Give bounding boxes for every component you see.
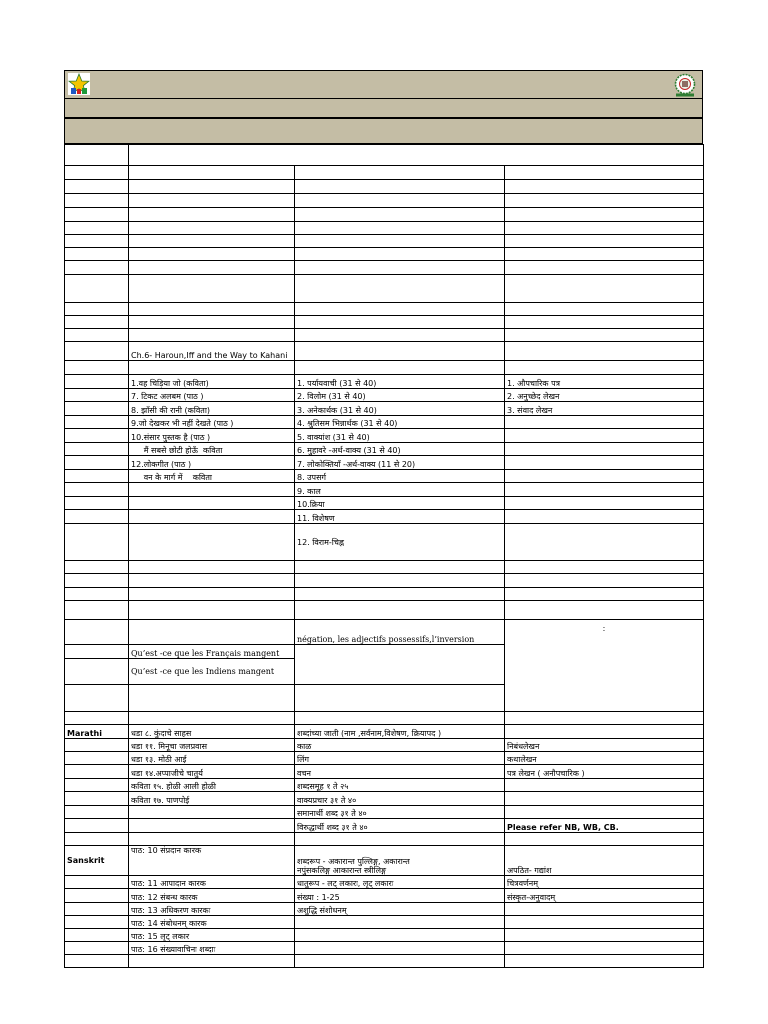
sanskrit-grammar <box>295 846 505 876</box>
table-row <box>65 483 704 497</box>
hindi-lesson: 1.वह चिड़िया जो (कविता) <box>129 375 295 389</box>
syllabus-sheet <box>64 70 703 968</box>
hindi-grammar: 6. मुहावरे -अर्थ-वाक्य (31 से 40) <box>295 443 505 456</box>
marathi-grammar: समानार्थी शब्द ३१ ते ४० <box>295 806 505 819</box>
marathi-grammar: विरुद्धार्थी शब्द ३१ ते ४० <box>295 819 505 833</box>
table-row <box>65 833 704 846</box>
table-row <box>65 601 704 620</box>
table-row <box>65 443 704 456</box>
hindi-grammar: 8. उपसर्ग <box>295 470 505 483</box>
marathi-writing: पत्र लेखन ( अनौपचारिक ) <box>505 765 704 779</box>
table-row <box>65 235 704 248</box>
marathi-writing: निबंधलेखन <box>505 739 704 752</box>
table-row <box>65 725 704 739</box>
table-row <box>65 779 704 792</box>
marathi-writing: कथालेखन <box>505 752 704 765</box>
table-row <box>65 588 704 601</box>
table-row <box>65 955 704 968</box>
table-row <box>65 429 704 443</box>
subject-label-marathi: Marathi <box>65 725 129 739</box>
table-row <box>65 806 704 819</box>
table-row <box>65 402 704 416</box>
french-note: : <box>505 620 704 712</box>
table-row <box>65 248 704 261</box>
sanskrit-lesson: पाठ: 15 लृट् लकार <box>129 929 295 942</box>
marathi-lesson: कविता १५. होळी आली होळी <box>129 779 295 792</box>
header-band <box>64 70 703 98</box>
sanskrit-lesson: पाठ: 11 आपादान कारक <box>129 876 295 889</box>
hindi-lesson: 10.संसार पुस्तक है (पाठ ) <box>129 429 295 443</box>
table-row <box>65 389 704 402</box>
table-row <box>65 145 704 166</box>
table-row <box>65 739 704 752</box>
marathi-grammar: शब्दसमूह १ ते २५ <box>295 779 505 792</box>
indira-emblem-logo <box>671 73 699 97</box>
table-row <box>65 846 704 876</box>
title-band <box>64 98 703 118</box>
marathi-grammar: वाक्यप्रचार ३१ ते ४० <box>295 792 505 806</box>
marathi-lesson: धडा ११. मिनूचा जलप्रवास <box>129 739 295 752</box>
table-row <box>65 194 704 208</box>
table-row <box>65 889 704 903</box>
marathi-lesson: धडा ८. कुंदाचे साहस <box>129 725 295 739</box>
table-row <box>65 620 704 645</box>
french-lesson: Qu’est -ce que les Français mangent <box>129 645 295 659</box>
marathi-lesson: कविता १७. पाणपोई <box>129 792 295 806</box>
sanskrit-lesson: पाठ: 13 अधिकरण कारकः <box>129 903 295 916</box>
table-row <box>65 561 704 574</box>
table-row <box>65 470 704 483</box>
hindi-grammar: 10.क्रिया <box>295 497 505 510</box>
table-row <box>65 524 704 561</box>
table-row <box>65 574 704 588</box>
table-row <box>65 942 704 955</box>
table-row <box>65 303 704 316</box>
table-row <box>65 929 704 942</box>
hindi-lesson: 12.लोकगीत (पाठ ) <box>129 456 295 470</box>
sanskrit-lesson: पाठ: 10 संप्रदान कारक <box>129 846 295 876</box>
hindi-grammar: 2. विलोम (31 से 40) <box>295 389 505 402</box>
table-row <box>65 375 704 389</box>
hindi-lesson: 7. टिकट अलबम (पाठ ) <box>129 389 295 402</box>
table-row <box>65 752 704 765</box>
table-row <box>65 275 704 303</box>
marathi-grammar: वचन <box>295 765 505 779</box>
table-row <box>65 765 704 779</box>
sanskrit-writing: अपठित- गद्यांश <box>505 846 704 876</box>
marathi-grammar: लिंग <box>295 752 505 765</box>
hindi-grammar: 7. लोकोक्तियाँ -अर्थ-वाक्य (11 से 20) <box>295 456 505 470</box>
sanskrit-lesson: पाठ: 14 संबोधनम् कारक <box>129 916 295 929</box>
table-row <box>65 876 704 889</box>
hindi-grammar: 9. काल <box>295 483 505 497</box>
table-row <box>65 510 704 524</box>
sanskrit-grammar: संख्या : 1-25 <box>295 889 505 903</box>
table-row <box>65 208 704 222</box>
subtitle-band <box>64 118 703 144</box>
table-row <box>65 416 704 429</box>
hindi-writing: 3. संवाद लेखन <box>505 402 704 416</box>
sanskrit-lesson: पाठ: 12 संबन्ध कारक <box>129 889 295 903</box>
english-chapter: Ch.6- Haroun,Iff and the Way to Kahani <box>129 342 295 361</box>
hindi-grammar: 11. विशेषण <box>295 510 505 524</box>
reference-note: Please refer NB, WB, CB. <box>505 819 704 833</box>
table-row <box>65 361 704 375</box>
sanskrit-grammar: धातुरूप - लट् लकारः, लृट् लकारः <box>295 876 505 889</box>
table-row <box>65 497 704 510</box>
table-row <box>65 222 704 235</box>
hindi-lesson: 9.जो देखकर भी नहीं देखते (पाठ ) <box>129 416 295 429</box>
hindi-grammar: 12. विराम-चिह्न <box>295 524 505 561</box>
french-grammar: négation, les adjectifs possessifs,l’inversion <box>295 620 505 645</box>
hindi-writing: 2. अनुच्छेद लेखन <box>505 389 704 402</box>
hindi-writing: 1. औपचारिक पत्र <box>505 375 704 389</box>
hindi-grammar: 5. वाक्यांश (31 से 40) <box>295 429 505 443</box>
marathi-grammar: काळ <box>295 739 505 752</box>
sanskrit-writing: चित्रवर्णनम् <box>505 876 704 889</box>
french-lesson: Qu’est -ce que les Indiens mangent <box>129 659 295 685</box>
table-row <box>65 180 704 194</box>
table-row <box>65 261 704 275</box>
table-row <box>65 456 704 470</box>
sanskrit-grammar-line2: नपुंसकलिङ्ग आकारान्त स्त्रीलिङ्ग <box>297 866 387 875</box>
hindi-grammar: 3. अनेकार्थक (31 से 40) <box>295 402 505 416</box>
table-row <box>65 329 704 342</box>
table-row <box>65 166 704 180</box>
marathi-grammar: शब्दांच्या जाती (नाम ,सर्वनाम,विशेषण, क्रियापद ) <box>295 725 505 739</box>
subject-label-sanskrit: Sanskrit <box>65 846 129 876</box>
table-row <box>65 712 704 725</box>
hindi-grammar: 1. पर्यायवाची (31 से 40) <box>295 375 505 389</box>
hindi-lesson: वन के मार्ग में कविता <box>129 470 295 483</box>
table-row <box>65 316 704 329</box>
hindi-grammar: 4. श्रुतिसम भिन्नार्थक (31 से 40) <box>295 416 505 429</box>
sanskrit-grammar: अशुद्धि संशोधनम् <box>295 903 505 916</box>
marathi-lesson: धडा १३. मोठी आई <box>129 752 295 765</box>
marathi-lesson: धडा १४.अप्पाजीचे चातुर्य <box>129 765 295 779</box>
star-school-logo <box>68 73 90 95</box>
sanskrit-writing: संस्कृत-अनुवादम् <box>505 889 704 903</box>
sanskrit-lesson: पाठ: 16 संख्यावाचिनः शब्दाः <box>129 942 295 955</box>
table-row <box>65 342 704 361</box>
syllabus-table <box>64 144 704 968</box>
table-row <box>65 903 704 916</box>
sanskrit-grammar-line1: शब्दरूप - अकारान्त पुल्लिङ्ग, अकारान्त <box>297 857 410 866</box>
table-row <box>65 792 704 806</box>
hindi-lesson: 8. झाँसी की रानी (कविता) <box>129 402 295 416</box>
hindi-lesson: मैं सबसे छोटी होऊँ कविता <box>129 443 295 456</box>
table-row <box>65 916 704 929</box>
table-row <box>65 819 704 833</box>
